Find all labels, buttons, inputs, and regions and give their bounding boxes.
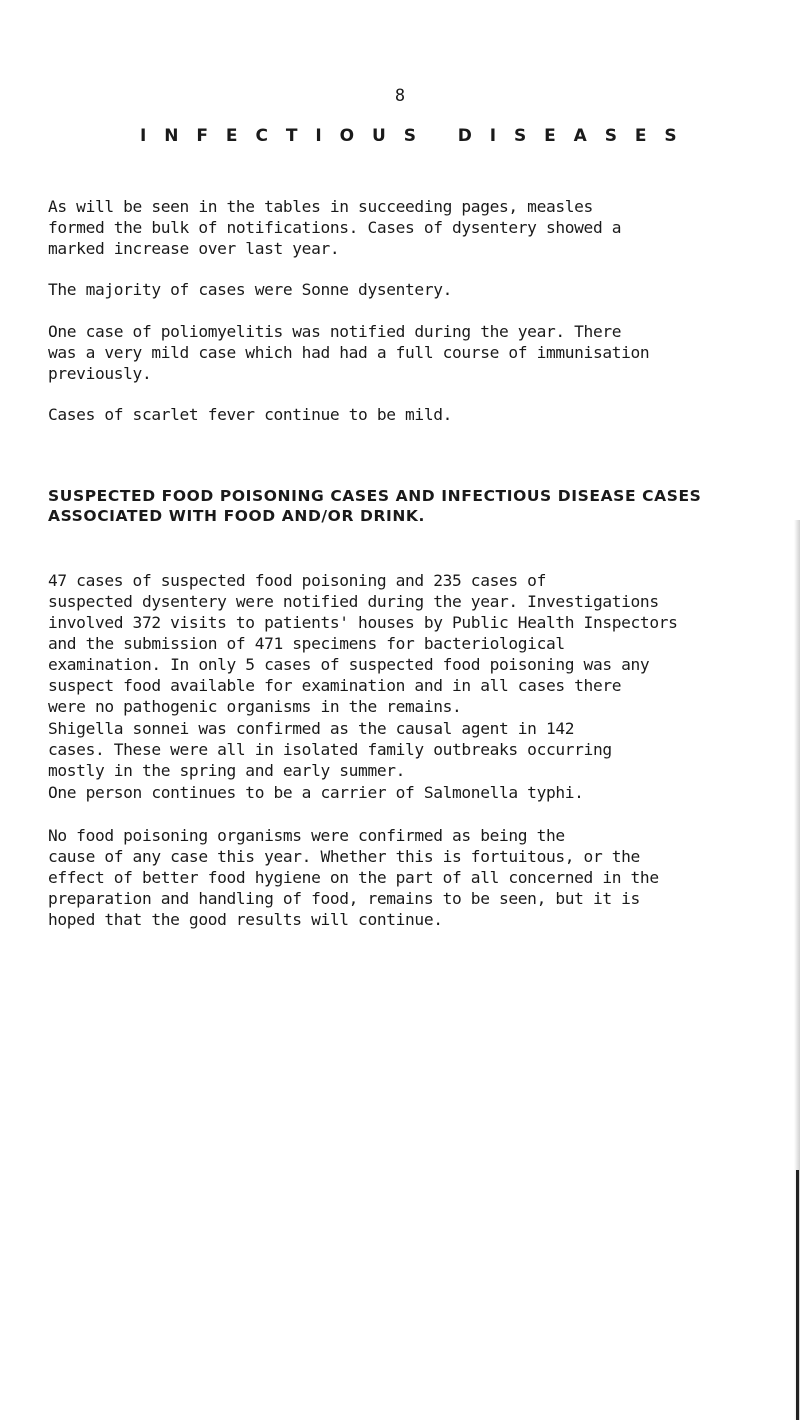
paragraph-food-hygiene: No food poisoning organisms were confirmed as being the cause of any case this year. Whether this is fortuitous, or the effect of better food hygiene on the part of all concerned in the preparation and handling of food, remains to be seen, but it is hoped that the good results will continue. — [48, 826, 659, 929]
section-heading-food-poisoning: SUSPECTED FOOD POISONING CASES AND INFECTIOUS DISEASE CASES ASSOCIATED WITH FOOD AND/OR DRINK. — [48, 487, 702, 525]
page-number: 8 — [394, 86, 406, 106]
paragraph-shigella-sonnei: Shigella sonnei was confirmed as the causal agent in 142 cases. These were all in isolated family outbreaks occurring mostly in the spring and early summer. — [48, 719, 612, 780]
paragraph-scarlet-fever: Cases of scarlet fever continue to be mild. — [48, 405, 453, 424]
paragraph-food-poisoning-cases: 47 cases of suspected food poisoning and 235 cases of suspected dysentery were notified during the year. Investigations involved 372 visits to patients' houses by Public Health Inspectors and the submission of 471 specimens for bacteriological examination. In only 5 cases of suspected food poisoning was any suspect food available for examination and in all cases there were no pathogenic organisms in the remains. — [48, 571, 678, 716]
page-edge-line — [796, 1170, 799, 1420]
paragraph-poliomyelitis: One case of poliomyelitis was notified during the year. There was a very mild case which had had a full course of immunisation previously. — [48, 322, 650, 383]
paragraph-sonne-dysentery: The majority of cases were Sonne dysentery. — [48, 280, 453, 299]
paragraph-salmonella-carrier: One person continues to be a carrier of Salmonella typhi. — [48, 783, 584, 802]
page-title: I N F E C T I O U S D I S E A S E S — [140, 126, 683, 146]
paragraph-measles-dysentery: As will be seen in the tables in succeeding pages, measles formed the bulk of notifications. Cases of dysentery showed a marked increase over last year. — [48, 197, 622, 258]
